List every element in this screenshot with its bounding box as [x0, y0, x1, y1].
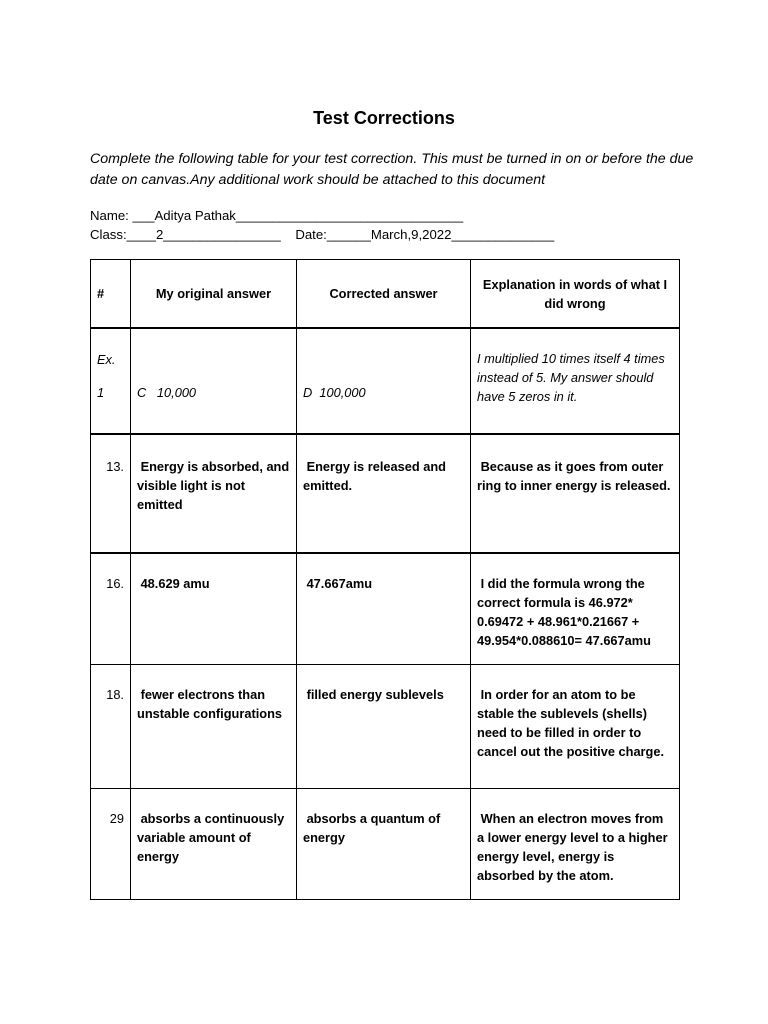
- example-corrected-cell: [297, 328, 471, 434]
- row-explanation: In order for an atom to be stable the sublevels (shells) need to be filled in order to cancel out the positive charge.: [471, 664, 680, 788]
- example-number: 1: [97, 385, 105, 400]
- page-title: Test Corrections: [313, 108, 455, 128]
- row-explanation: Because as it goes from outer ring to inner energy is released.: [471, 434, 680, 553]
- row-number: 13.: [91, 434, 131, 553]
- row-explanation: I did the formula wrong the correct formula is 46.972* 0.69472 + 48.961*0.21667 + 49.954*0.088610= 47.667amu: [471, 553, 680, 664]
- class-date-field: Class:____2________________ Date:______March,9,2022______________: [90, 227, 555, 242]
- example-explanation: I multiplied 10 times itself 4 times instead of 5. My answer should have 5 zeros in it.: [471, 328, 680, 434]
- row-corrected-answer: Energy is released and emitted.: [297, 434, 471, 553]
- example-original: C 10,000: [137, 385, 197, 400]
- row-corrected-answer: absorbs a quantum of energy: [297, 788, 471, 899]
- table-row: [91, 664, 680, 788]
- row-original-answer: absorbs a continuously variable amount of energy: [131, 788, 297, 899]
- row-original-answer: fewer electrons than unstable configurations: [131, 664, 297, 788]
- table-row: [91, 553, 680, 664]
- example-label: Ex.: [97, 352, 116, 367]
- header-original-answer: My original answer: [131, 260, 297, 329]
- corrections-table: [90, 259, 680, 900]
- example-row: [91, 328, 680, 434]
- header-explanation: Explanation in words of what I did wrong: [471, 260, 680, 329]
- example-corrected: D 100,000: [303, 385, 366, 400]
- header-corrected-answer: Corrected answer: [297, 260, 471, 329]
- header-number: #: [91, 260, 131, 329]
- row-original-answer: 48.629 amu: [131, 553, 297, 664]
- table-header-row: [91, 260, 680, 329]
- row-corrected-answer: filled energy sublevels: [297, 664, 471, 788]
- row-explanation: When an electron moves from a lower energy level to a higher energy level, energy is absorbed by the atom.: [471, 788, 680, 899]
- example-number-cell: [91, 328, 131, 434]
- name-field: Name: ___Aditya Pathak_______________________________: [90, 208, 464, 223]
- row-original-answer: Energy is absorbed, and visible light is not emitted: [131, 434, 297, 553]
- table-row: [91, 434, 680, 553]
- row-corrected-answer: 47.667amu: [297, 553, 471, 664]
- row-number: 16.: [91, 553, 131, 664]
- row-number: 29: [91, 788, 131, 899]
- instructions-text: Complete the following table for your test correction. This must be turned in on or before the due date on canvas.Any additional work should be attached to this document: [90, 151, 694, 188]
- example-original-cell: [131, 328, 297, 434]
- table-row: [91, 788, 680, 899]
- row-number: 18.: [91, 664, 131, 788]
